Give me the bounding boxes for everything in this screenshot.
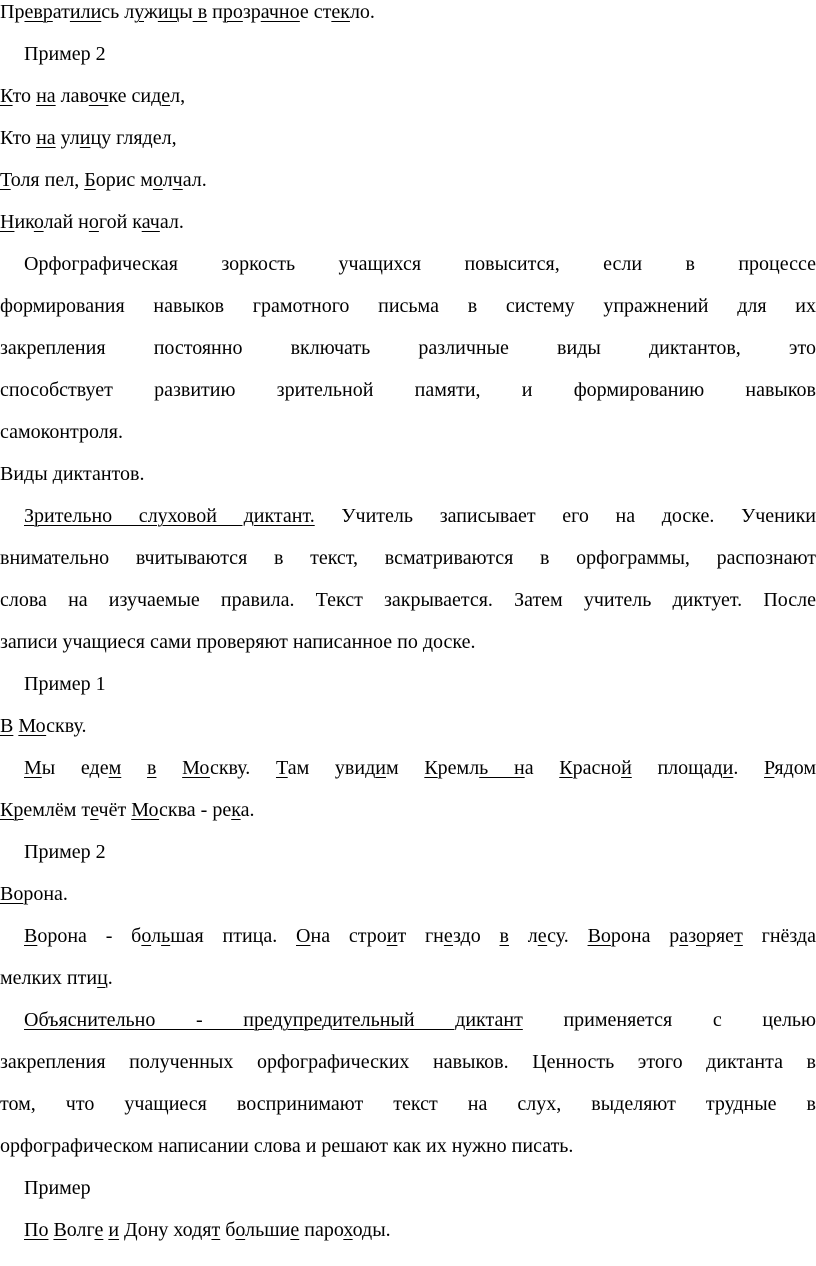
text-line: Пример 2 — [24, 43, 106, 65]
text-line: Кто на улицу глядел, — [0, 127, 177, 149]
text-line: Пример — [24, 1177, 91, 1199]
text-line: самоконтроля. — [0, 421, 123, 443]
text-line: Пример 2 — [24, 841, 106, 863]
text-line: Превратились лужицы в прозрачное стекло. — [0, 1, 375, 23]
text-line: мелких птиц. — [0, 967, 113, 989]
text-line: орфографическом написании слова и решают как их нужно писать. — [0, 1135, 574, 1157]
text-line: Ворона. — [0, 883, 68, 905]
text-line: закрепления полученных орфографических навыков. Ценность этого диктанта в — [0, 1051, 816, 1073]
text-line: Толя пел, Борис молчал. — [0, 169, 207, 191]
text-line: Объяснительно - предупредительный диктант применяется с целью — [24, 1009, 816, 1031]
text-line: Мы едем в Москву. Там увидим Кремль на Красной площади. Рядом — [24, 757, 816, 779]
text-line: Ворона - большая птица. Она строит гнездо в лесу. Ворона разоряет гнёзда — [24, 925, 816, 947]
text-line: внимательно вчитываются в текст, всматриваются в орфограммы, распознают — [0, 547, 816, 569]
text-line: Кто на лавочке сидел, — [0, 85, 186, 107]
text-line: Пример 1 — [24, 673, 106, 695]
text-line: В Москву. — [0, 715, 87, 737]
text-line: формирования навыков грамотного письма в систему упражнений для их — [0, 295, 816, 317]
text-line: Зрительно слуховой диктант. Учитель записывает его на доске. Ученики — [24, 505, 816, 527]
text-line: записи учащиеся сами проверяют написанное по доске. — [0, 631, 476, 653]
text-line: По Волге и Дону ходят большие пароходы. — [24, 1219, 391, 1241]
text-line: Виды диктантов. — [0, 463, 145, 485]
text-line: слова на изучаемые правила. Текст закрывается. Затем учитель диктует. После — [0, 589, 816, 611]
text-line: закрепления постоянно включать различные виды диктантов, это — [0, 337, 816, 359]
text-line: том, что учащиеся воспринимают текст на слух, выделяют трудные в — [0, 1093, 816, 1115]
text-line: Николай ногой качал. — [0, 211, 184, 233]
text-line: способствует развитию зрительной памяти, и формированию навыков — [0, 379, 816, 401]
text-line: Орфографическая зоркость учащихся повысится, если в процессе — [24, 253, 816, 275]
text-line: Кремлём течёт Москва - река. — [0, 799, 255, 821]
